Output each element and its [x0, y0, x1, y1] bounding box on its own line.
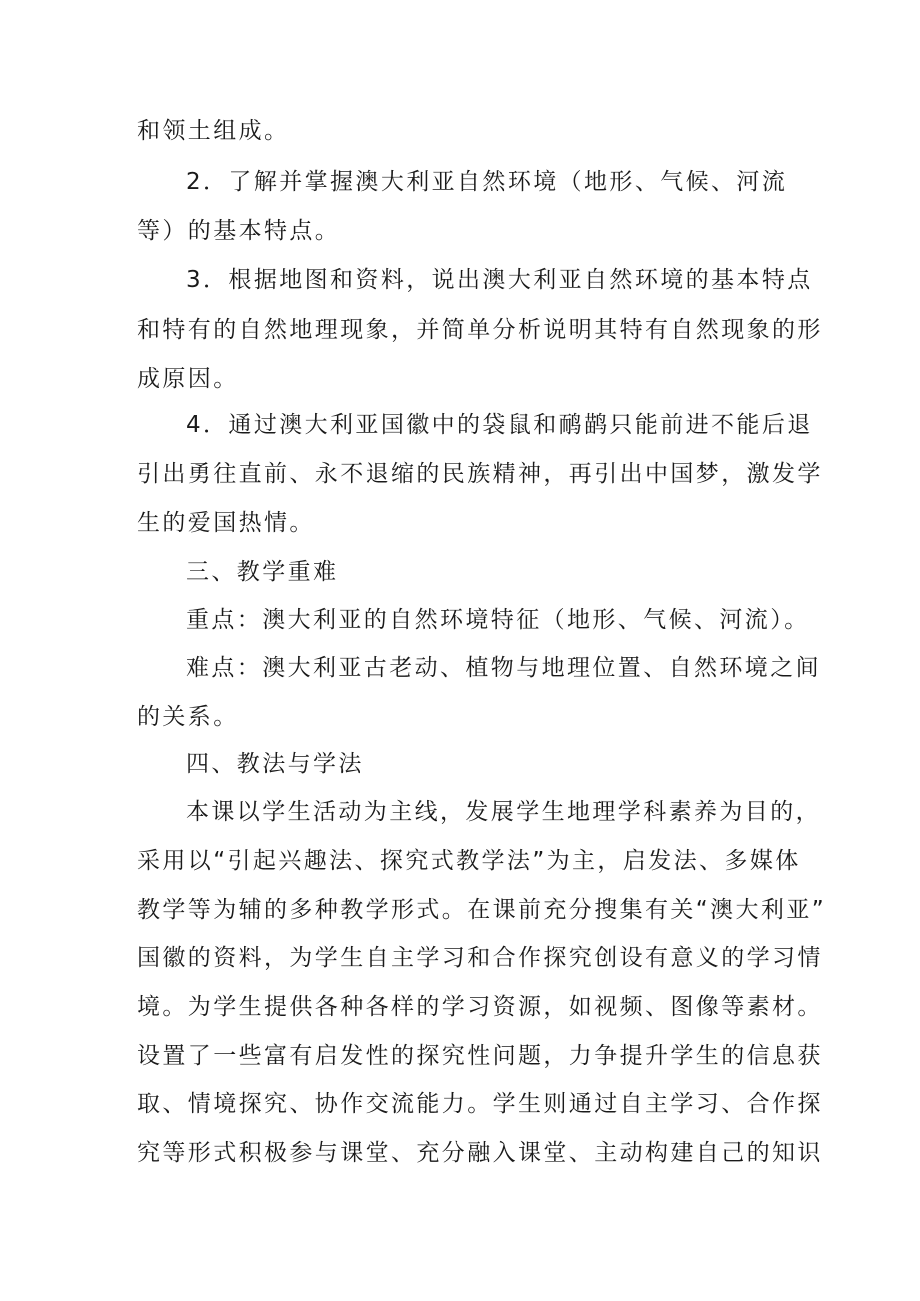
difficulty-line: 的关系。	[137, 704, 239, 730]
list-item-3-line: 和特有的自然地理现象，并简单分析说明其特有自然现象的形	[137, 317, 823, 343]
list-item-4-line: 生的爱国热情。	[137, 510, 315, 536]
section-heading: 四、教法与学法	[186, 751, 364, 777]
list-item-2-line: 2．了解并掌握澳大利亚自然环境（地形、气候、河流	[186, 169, 788, 195]
list-item-3-line: 成原因。	[137, 366, 239, 392]
paragraph-line: 取、情境探究、协作交流能力。学生则通过自主学习、合作探	[137, 1091, 823, 1117]
section-heading: 三、教学重难	[186, 559, 339, 585]
list-item-4-line: 引出勇往直前、永不退缩的民族精神，再引出中国梦，激发学	[137, 461, 823, 487]
list-item-3-line: 3．根据地图和资料，说出澳大利亚自然环境的基本特点	[186, 267, 813, 293]
paragraph-line: 境。为学生提供各种各样的学习资源，如视频、图像等素材。	[137, 994, 823, 1020]
paragraph-line: 设置了一些富有启发性的探究性问题，力争提升学生的信息获	[137, 1043, 823, 1069]
key-point-line: 重点：澳大利亚的自然环境特征（地形、气候、河流）。	[186, 607, 810, 633]
list-item-2-line: 等）的基本特点。	[137, 218, 341, 244]
paragraph-line: 究等形式积极参与课堂、充分融入课堂、主动构建自己的知识	[137, 1140, 823, 1166]
paragraph-line: 教学等为辅的多种教学形式。在课前充分搜集有关“澳大利亚”	[137, 897, 827, 923]
paragraph-line: 国徽的资料，为学生自主学习和合作探究创设有意义的学习情	[137, 945, 823, 971]
paragraph-line: 本课以学生活动为主线，发展学生地理学科素养为目的，	[186, 799, 821, 825]
list-item-4-line: 4．通过澳大利亚国徽中的袋鼠和鸸鹋只能前进不能后退	[186, 412, 813, 438]
difficulty-line: 难点：澳大利亚古老动、植物与地理位置、自然环境之间	[186, 655, 821, 681]
body-text-line: 和领土组成。	[137, 118, 290, 144]
paragraph-line: 采用以“引起兴趣法、探究式教学法”为主，启发法、多媒体	[137, 848, 801, 874]
